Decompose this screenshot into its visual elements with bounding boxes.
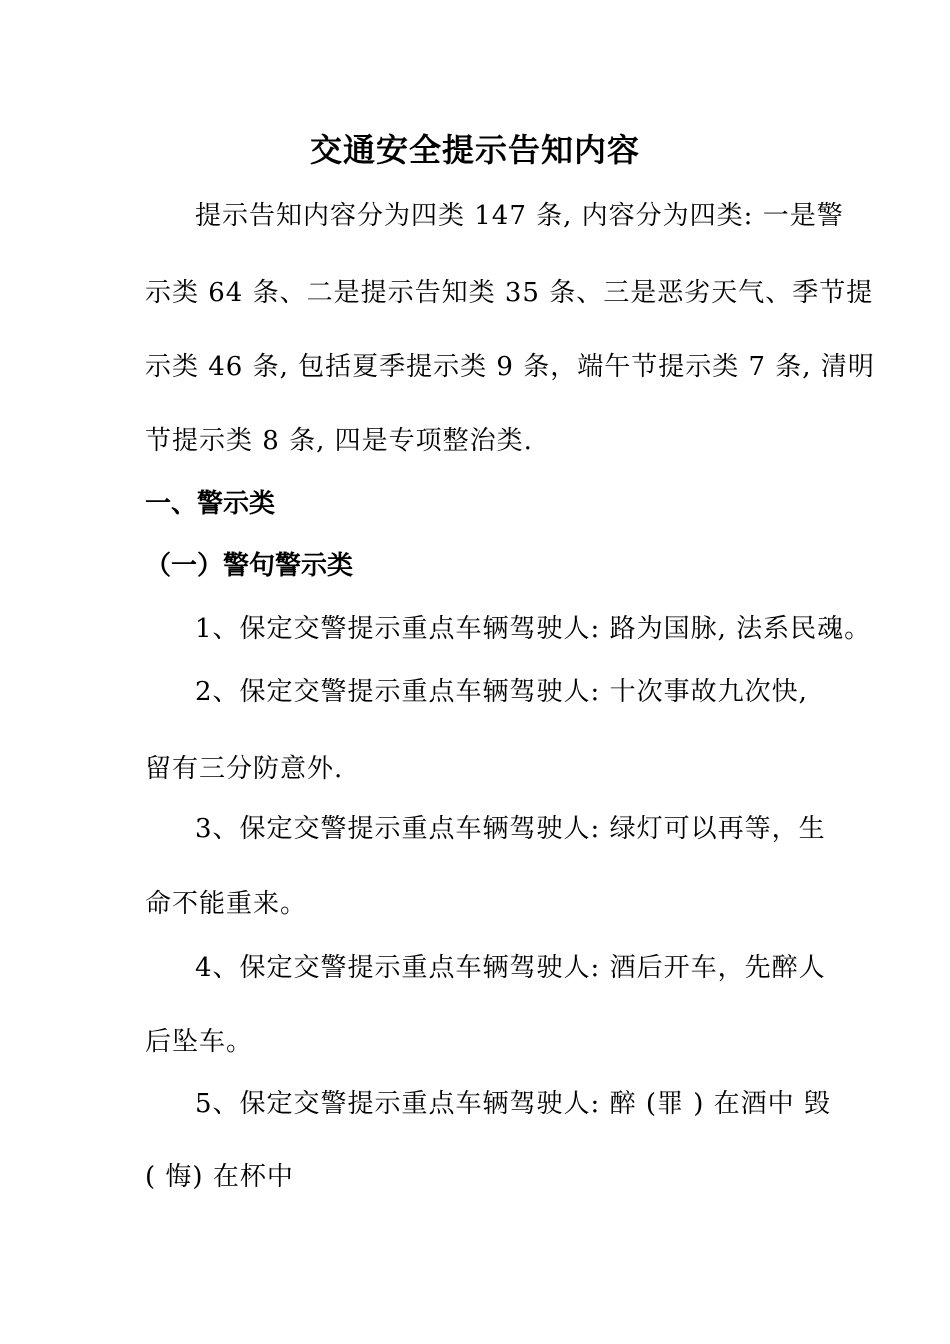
section-heading: 一、警示类 <box>145 489 276 519</box>
item-4-line-2: 后坠车。 <box>145 1027 254 1057</box>
intro-line-4: 节提示类 8 条, 四是专项整治类. <box>145 426 533 456</box>
subsection-heading: （一）警句警示类 <box>145 551 354 581</box>
intro-line-2: 示类 64 条、二是提示告知类 35 条、三是恶劣天气、季节提 <box>145 278 874 308</box>
intro-line-3: 示类 46 条, 包括夏季提示类 9 条，端午节提示类 7 条, 清明 <box>145 352 875 382</box>
document-title: 交通安全提示告知内容 <box>309 131 640 169</box>
item-2-line-1: 2、保定交警提示重点车辆驾驶人: 十次事故九次快, <box>195 677 808 707</box>
item-5-line-2: ( 悔) 在杯中 <box>145 1162 294 1192</box>
item-2-line-2: 留有三分防意外. <box>145 754 344 784</box>
item-5-line-1: 5、保定交警提示重点车辆驾驶人: 醉 (罪 ) 在酒中 毁 <box>195 1089 831 1119</box>
item-4-line-1: 4、保定交警提示重点车辆驾驶人: 酒后开车，先醉人 <box>195 953 826 983</box>
item-3-line-2: 命不能重来。 <box>145 889 308 919</box>
intro-line-1: 提示告知内容分为四类 147 条, 内容分为四类: 一是警 <box>195 201 844 231</box>
item-1-line-1: 1、保定交警提示重点车辆驾驶人: 路为国脉, 法系民魂。 <box>195 614 872 644</box>
item-3-line-1: 3、保定交警提示重点车辆驾驶人: 绿灯可以再等，生 <box>195 814 826 844</box>
